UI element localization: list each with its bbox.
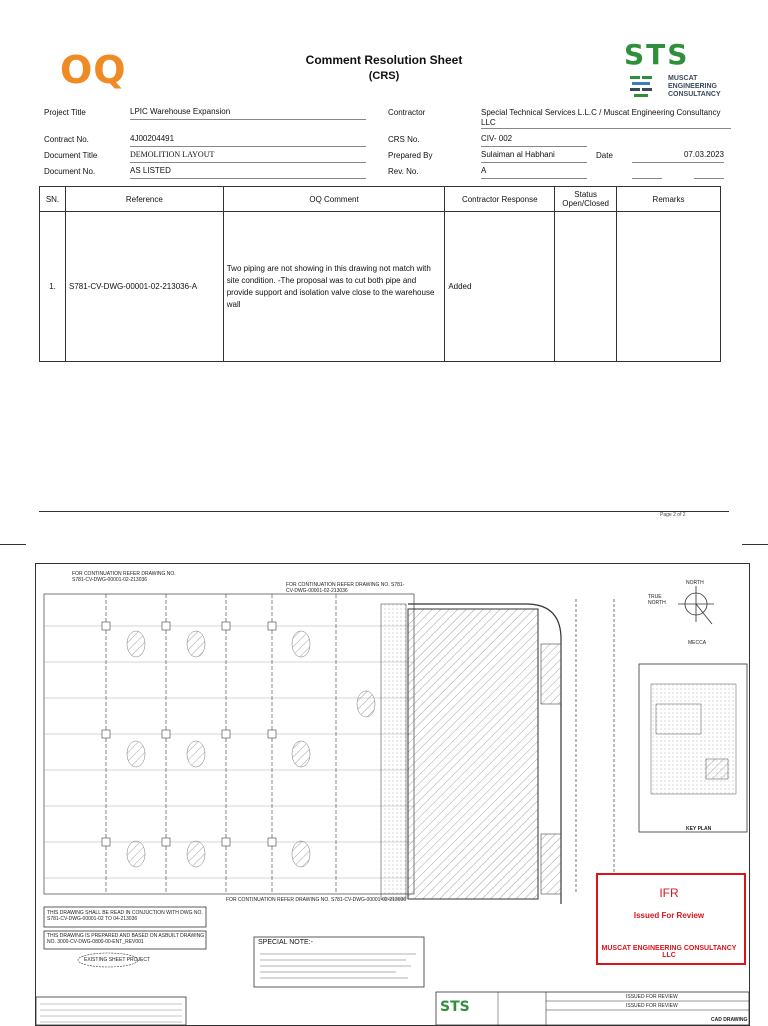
revision-entry: ISSUED FOR REVIEW (626, 1003, 678, 1009)
north-label: NORTH (686, 580, 704, 586)
blank-field (632, 166, 662, 179)
mecca-label: MECCA (688, 640, 707, 646)
crs-no-label: CRS No. (388, 135, 420, 144)
sheet-caption: CAD DRAWING (711, 1017, 748, 1023)
cell-status (555, 212, 617, 362)
ifr-stamp-subtitle: Issued For Review (633, 911, 705, 920)
cell-sn: 1. (40, 212, 66, 362)
prepared-by-label: Prepared By (388, 151, 433, 160)
document-no-label: Document No. (44, 167, 96, 176)
col-header-comment: OQ Comment (223, 187, 445, 212)
key-plan-label: KEY PLAN (686, 826, 712, 832)
date-label: Date (596, 151, 613, 160)
continuation-note: FOR CONTINUATION REFER DRAWING NO. S781-CV-DWG-00001-02-213036 (72, 571, 176, 583)
comment-table (39, 186, 721, 362)
project-title-value: LPIC Warehouse Expansion (130, 107, 366, 120)
mec-logo-text: MUSCAT ENGINEERING CONSULTANCY (668, 75, 721, 98)
contract-no-value: 4J00204491 (130, 134, 366, 147)
crs-no-value: CIV- 002 (481, 134, 587, 147)
title-block-logo: STS (440, 999, 470, 1015)
col-header-remarks: Remarks (617, 187, 721, 212)
document-title-value: DEMOLITION LAYOUT (130, 150, 366, 163)
date-value: 07.03.2023 (632, 150, 724, 163)
special-notes-title: SPECIAL NOTE:- (258, 939, 313, 946)
sheet-title: Comment Resolution Sheet (305, 53, 463, 67)
document-title-label: Document Title (44, 151, 98, 160)
asbuilt-note: THIS DRAWING IS PREPARED AND BASED ON ASBUILT DRAWING NO. 3000-CV-DWG-0800-00-ENT_REV001 (47, 933, 205, 945)
footer-divider (39, 511, 729, 512)
ifr-stamp-company: MUSCAT ENGINEERING CONSULTANCY LLC (601, 945, 737, 959)
ifr-stamp-title: IFR (659, 886, 679, 900)
contract-no-label: Contract No. (44, 135, 89, 144)
blank-field (694, 166, 724, 179)
continuation-note: FOR CONTINUATION REFER DRAWING NO. S781-CV-DWG-00001-02-213036 (226, 897, 407, 903)
cell-remarks (617, 212, 721, 362)
conjunction-note: THIS DRAWING SHALL BE READ IN CONJUCTION WITH DWG NO. S781-CV-DWG-00001-02 TO 04-213036 (47, 910, 203, 922)
cell-reference: S781-CV-DWG-00001-02-213036-A (65, 212, 223, 362)
oq-logo: OQ (60, 48, 127, 92)
project-title-label: Project Title (44, 108, 86, 117)
cell-comment: Two piping are not showing in this drawing not match with site condition. -The proposal was to cut both pipe and provide support and isolation valve close to the warehouse wall (223, 212, 445, 362)
table-row (40, 212, 721, 362)
page-break-mark (742, 544, 768, 545)
table-header-row (40, 187, 721, 212)
continuation-note: FOR CONTINUATION REFER DRAWING NO. S781-CV-DWG-00001-02-213036 (286, 582, 405, 594)
cloud-label: EXISTING SHEET PROJECT (84, 957, 151, 963)
contractor-label: Contractor (388, 108, 426, 117)
col-header-status: Status Open/Closed (555, 187, 617, 212)
rev-no-label: Rev. No. (388, 167, 419, 176)
prepared-by-value: Sulaiman al Habhani (481, 150, 587, 163)
document-no-value: AS LISTED (130, 166, 366, 179)
true-north-label: TRUE NORTH (648, 594, 666, 606)
page-number: Page 2 of 2 (660, 512, 686, 518)
rev-no-value: A (481, 166, 587, 179)
page-break-mark (0, 544, 26, 545)
col-header-reference: Reference (65, 187, 223, 212)
sheet-subtitle: (CRS) (368, 70, 400, 82)
sts-logo: STS (624, 38, 690, 71)
cell-response: Added (445, 212, 555, 362)
revision-entry: ISSUED FOR REVIEW (626, 994, 678, 1000)
col-header-response: Contractor Response (445, 187, 555, 212)
col-header-sn: SN. (40, 187, 66, 212)
contractor-value: Special Technical Services L.L.C / Muscat Engineering Consultancy LLC (481, 108, 731, 129)
